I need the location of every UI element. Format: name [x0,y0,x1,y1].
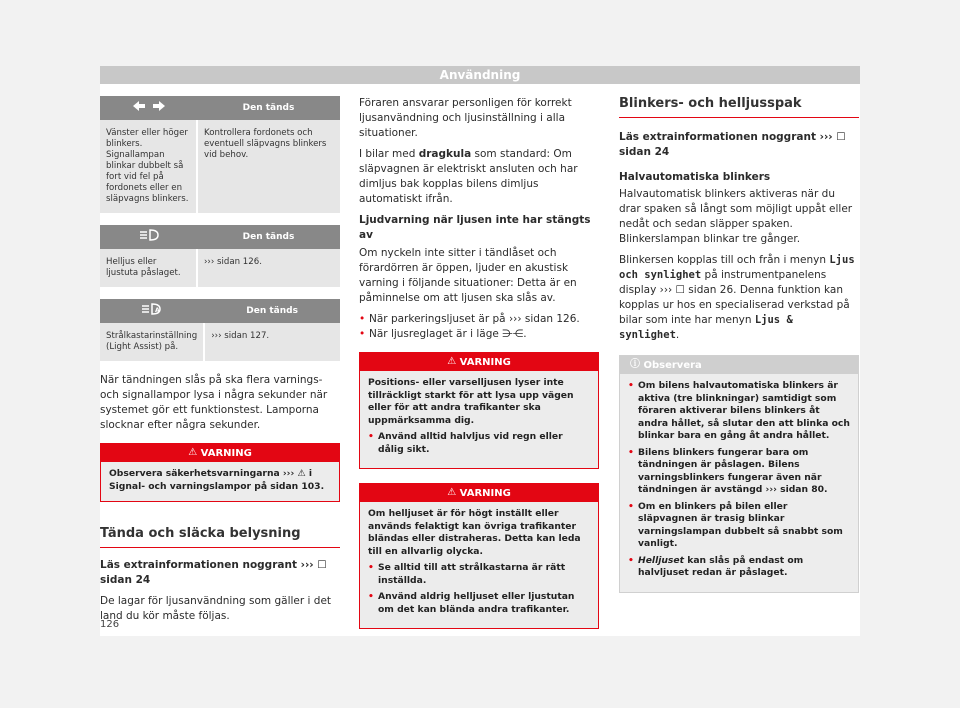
section-title: Blinkers- och helljusspak [619,96,859,118]
table-cell-cause: Vänster eller höger blinkers. Signallampan blinkar dubbelt så fort vid fel på fordonets eller en släpvagns blinkers. [100,120,197,213]
column-middle [359,96,599,639]
page-header: Användning [100,66,860,84]
table-head-label: Den tänds [197,96,340,120]
paragraph-menu: Blinkersen kopplas till och från i menyn Ljus och synlighet på instrumentpanelens display ››› ☐ sidan 26. Denna funktion kan kopplas ur hos en specialiserad verkstad på bilar som inte har menyn Ljus & synlighet. [619,254,855,341]
warning-bullet: • Se alltid till att strålkastarna är rätt inställda. [368,562,590,587]
warning-title: VARNING [200,448,252,459]
table-cell-action: Kontrollera fordonets och eventuell släpvagns blinkers vid behov. [197,120,340,213]
list-item: • När parkeringsljuset är på ››› sidan 126. [359,312,599,327]
warning-text: Om helljuset är för högt inställt eller används felaktigt kan övriga trafikanter bländas eller distraheras. Detta kan leda till en allvarlig olycka. [368,508,581,557]
warning-text: Positions- eller varselljusen lyser inte tillräckligt starkt för att lysa upp vägen eller för att andra trafikanter ska uppmärksamma dig. [368,377,574,426]
warning-text: Observera säkerhetsvarningarna ››› ⚠ i Signal- och varningslampor på sidan 103. [109,468,325,492]
high-beam-icon [100,225,197,249]
list-item: • När ljusreglaget är i läge ⋺⋲. [359,327,599,342]
warning-bullet: • Använd aldrig helljuset eller ljustutan om det kan blända andra trafikanter. [368,591,590,616]
warning-box-high-beam [359,483,599,629]
warning-box-positions [359,352,599,469]
note-bullet: • Bilens blinkers fungerar bara om tändningen är påslagen. Bilens varningsblinkers fungerar även när tändningen är avstängd ››› sidan 80. [628,447,850,497]
table-turn-signal [100,96,340,213]
note-bullet: • Helljuset kan slås på endast om halvljuset redan är påslaget. [628,555,850,580]
svg-text:A: A [155,307,160,314]
note-title: Observera [643,360,702,371]
table-light-assist [100,299,340,361]
subheading-sound-warning: Ljudvarning när ljusen inte har stängts av [359,214,591,241]
warning-bullet: • Använd alltid halvljus vid regn eller dålig sikt. [368,431,590,456]
note-bullet: • Om bilens halvautomatiska blinkers är aktiva (tre blinkningar) samtidigt som föraren aktiverar bilens blinkers åt andra hållet, så slutar den att blinka och blinkar bara en gång åt andra hållet. [628,380,850,443]
table-cell-cause: Strålkastarinställning (Light Assist) på. [100,323,204,361]
table-cell-action: ››› sidan 127. [204,323,340,361]
note-box [619,355,859,593]
turn-signal-arrows-icon [100,96,197,120]
column-left [100,96,340,630]
warning-triangle-icon: ⚠ [447,487,457,498]
warning-title: VARNING [459,357,511,368]
section-title: Tända och släcka belysning [100,526,340,548]
table-cell-cause: Helljus eller ljustuta påslaget. [100,249,197,287]
note-bullet: • Om en blinkers på bilen eller släpvagnen är trasig blinkar varningslampan dubbelt så snabbt som vanligt. [628,501,850,551]
paragraph-tow-hook: I bilar med dragkula som standard: Om släpvagnen är elektriskt ansluten och har dimljus bak kopplas bilens dimljus automatiskt ifrån. [359,148,578,205]
warning-box [100,443,340,502]
paragraph-semi-auto: Halvautomatisk blinkers aktiveras när du drar spaken så långt som möjligt uppåt eller nedåt och sedan släpper spaken. Blinkerslampan blinkar tre gånger. [619,188,853,245]
info-icon: ⓘ [630,359,640,370]
read-more-link[interactable]: Läs extrainformationen noggrant ››› ☐ sidan 24 [100,559,327,586]
table-head-label: Den tänds [204,299,340,323]
warning-title: VARNING [459,488,511,499]
warning-triangle-icon: ⚠ [188,447,198,458]
warning-triangle-icon: ⚠ [447,356,457,367]
column-right [619,96,859,593]
paragraph-sound-warning: Om nyckeln inte sitter i tändlåset och förardörren är öppen, ljuder en akustisk varning i följande situationer: Detta är en påminnelse om att ljusen ska slås av. [359,247,577,304]
table-high-beam [100,225,340,287]
light-assist-icon [100,299,204,323]
law-paragraph: De lagar för ljusanvändning som gäller i det land du kör måste följas. [100,595,332,622]
paragraph-responsibility: Föraren ansvarar personligen för korrekt ljusanvändning och ljusinställning i alla situationer. [359,97,572,139]
table-head-label: Den tänds [197,225,340,249]
subheading-semi-auto: Halvautomatiska blinkers [619,171,771,183]
page-number: 126 [100,619,120,630]
table-cell-action: ››› sidan 126. [197,249,340,287]
intro-paragraph: När tändningen slås på ska flera varnings- och signallampor lysa i några sekunder när systemet gör ett funktionstest. Lamporna slocknar efter några sekunder. [100,374,328,431]
read-more-link[interactable]: Läs extrainformationen noggrant ››› ☐ sidan 24 [619,131,846,158]
